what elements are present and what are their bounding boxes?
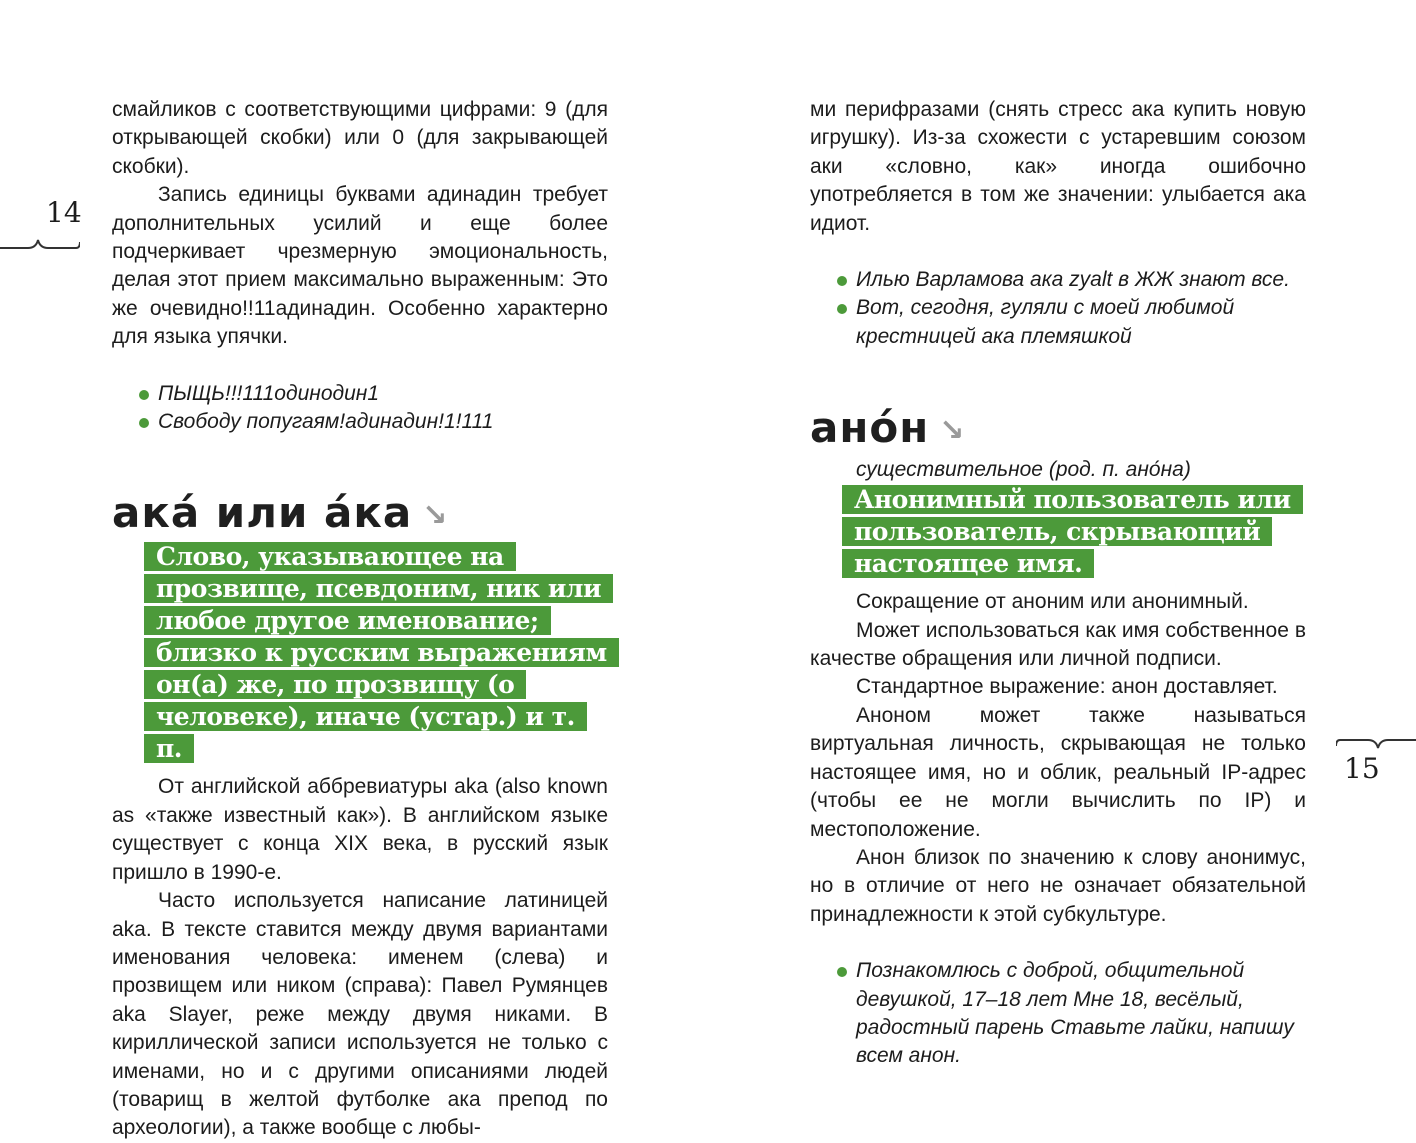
paragraph: смайликов с соответствующими цифрами: 9 (для открывающей скобки) или 0 (для закрывающей скобки).	[112, 98, 608, 178]
page-brace-left-icon	[0, 236, 80, 252]
example-list	[810, 266, 1306, 351]
definition-text: Анонимный пользователь или пользователь, скрывающий настоящее имя.	[842, 485, 1303, 578]
example-item: ПЫЩЬ!!!111одинодин1	[158, 380, 608, 408]
right-page	[810, 96, 1306, 1071]
definition-text: Слово, указывающее на прозвище, псевдоним, ник или любое другое именование; близко к русским выражениям он(а) же, по прозвищу (о человеке), иначе (устар.) и т. п.	[144, 542, 619, 763]
arrow-down-right-icon: ↘	[422, 498, 449, 534]
example-item: Познакомлюсь с доброй, общительной девушкой, 17–18 лет Мне 18, весёлый, радостный парень Ставьте лайки, напишу всем анон.	[856, 957, 1306, 1071]
headword-text: ано́н	[810, 403, 930, 453]
paragraph: ми перифразами (снять стресс ака купить новую игрушку). Из-за схожести с устаревшим союзом аки «словно, как» иногда ошибочно употребляется в том же значении: улыбается ака идиот.	[810, 98, 1306, 235]
arrow-down-right-icon: ↘	[939, 413, 966, 449]
paragraph: Сокращение от аноним или анонимный.	[856, 590, 1249, 614]
paragraph: От английской аббревиатуры aka (also known as «также известный как»). В английском языке существует с конца XIX века, в русский язык пришло в 1990-е.	[112, 775, 608, 884]
left-page	[112, 96, 608, 1143]
example-list	[810, 957, 1306, 1071]
paragraph: Анон близок по значению к слову анонимус, но в отличие от него не означает обязательной принадлежности к этой субкультуре.	[810, 845, 1306, 926]
headword-text: ака́ или а́ка	[112, 488, 413, 538]
grammar-note: существительное (род. п. ано́на)	[856, 458, 1191, 482]
paragraph: Стандартное выражение: анон доставляет.	[856, 675, 1278, 699]
example-item: Илью Варламова ака zyalt в ЖЖ знают все.	[856, 266, 1306, 294]
paragraph: Может использоваться как имя собственное в качестве обращения или личной подписи.	[810, 618, 1306, 671]
example-item: Свободу попугаям!адинадин!1!111	[158, 408, 608, 436]
headword	[112, 488, 608, 541]
page-number-right: 15	[1344, 752, 1380, 785]
page-number-left: 14	[46, 196, 82, 229]
example-item: Вот, сегодня, гуляли с моей любимой крестницей ака племяшкой	[856, 294, 1306, 351]
definition-box	[144, 543, 608, 767]
page-brace-right-icon	[1336, 736, 1416, 752]
headword	[810, 403, 1306, 456]
paragraph: Запись единицы буквами адинадин требует дополнительных усилий и еще более подчеркивает чрезмерную эмоциональность, делая этот прием максимально выраженным: Это же очевидно!!11адинадин. Особенно характерно для языка упячки.	[112, 183, 608, 349]
paragraph: Анонoм может также называться виртуальная личность, скрывающая не только настоящее имя, но и облик, реальный IP-адрес (чтобы ее не могли вычислить по IP) и местоположение.	[810, 703, 1306, 841]
paragraph: Часто используется написание латиницей aka. В тексте ставится между двумя вариантами именования человека: именем (слева) и прозвищем или ником (справа): Павел Румянцев aka Slayer, реже между двумя никами. В кириллической записи используется не только с именами, но и с другими описаниями людей (товарищ в желтой футболке ака препод по археологии), а также вообще с любы-	[112, 889, 608, 1140]
definition-box	[842, 486, 1306, 582]
example-list	[112, 380, 608, 437]
